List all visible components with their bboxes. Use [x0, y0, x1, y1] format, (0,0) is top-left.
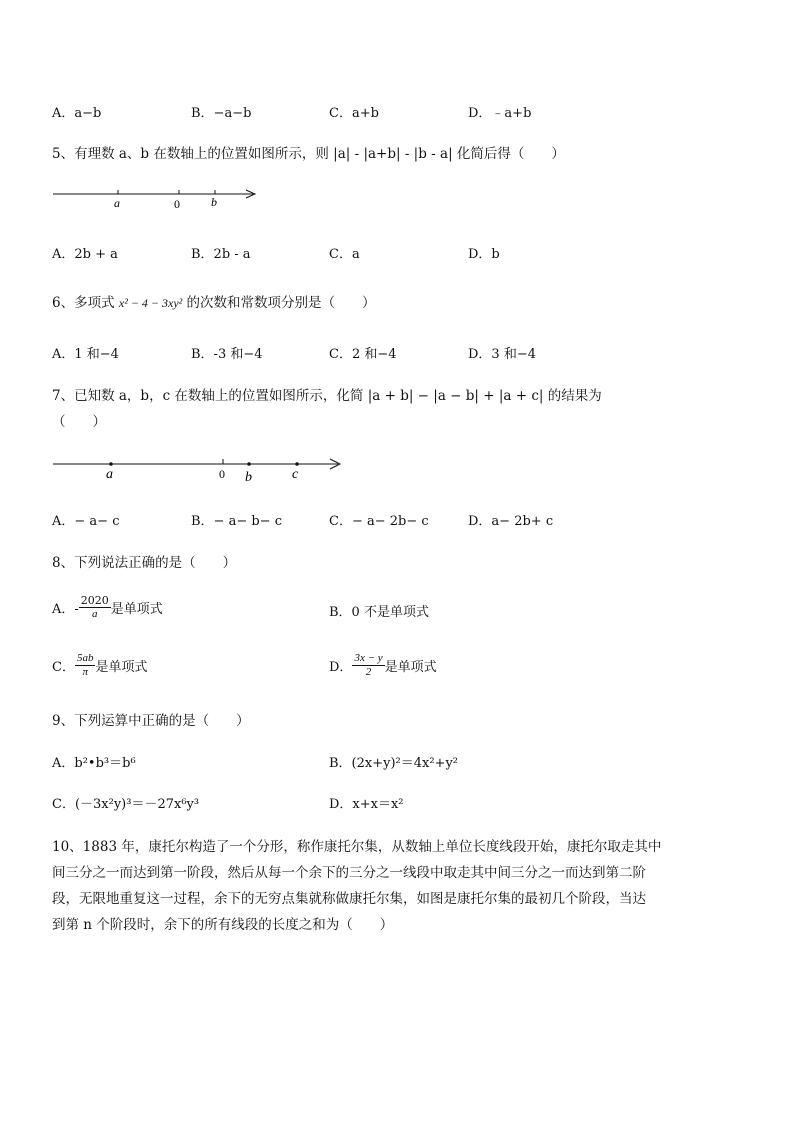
q9-option-b: B．(2x+y)²＝4x²+y² [329, 756, 459, 771]
q7-label-a: a [106, 467, 113, 482]
q7-stem-line1: 7、已知数 a，b，c 在数轴上的位置如图所示，化简 |a + b| − |a − b| + |a + c| 的结果为 [52, 388, 602, 404]
q6-expression: x² − 4 − 3xy² [118, 296, 183, 310]
q5-option-c: C．a [329, 247, 360, 262]
q8-c-fraction [75, 652, 96, 679]
q9-option-d: D．x+x＝x² [329, 797, 404, 812]
q5-option-d: D．b [468, 247, 500, 262]
q8-d-denominator: 2 [365, 666, 372, 678]
q8-option-d [329, 652, 437, 679]
q5-option-a: A．2b + a [52, 247, 118, 262]
q5-label-a: a [114, 196, 120, 210]
q7-label-b: b [245, 470, 252, 484]
q4-option-c: C．a+b [329, 106, 379, 121]
q8-stem: 8、下列说法正确的是（ ） [52, 555, 237, 571]
q8-option-c [52, 652, 147, 679]
q5-number-line [50, 182, 265, 212]
q10-line-1: 10、1883 年，康托尔构造了一个分形，称作康托尔集，从数轴上单位长度线段开始，康托尔取走其中 [52, 839, 662, 855]
q7-option-b: B．− a− b− c [191, 514, 282, 529]
q8-c-numerator: 5ab [76, 652, 94, 664]
q5-stem: 5、有理数 a、b 在数轴上的位置如图所示，则 |a| - |a+b| - |b - a| 化简后得（ ） [52, 146, 565, 162]
q4-option-b: B．−a−b [191, 106, 252, 121]
q4-option-a: A．a−b [52, 106, 102, 121]
q6-stem [52, 291, 376, 311]
q6-stem-suffix: 的次数和常数项分别是（ ） [182, 295, 376, 311]
q8-option-a [52, 594, 163, 621]
q6-option-a: A．1 和−4 [52, 347, 119, 362]
q4-option-d: D．﹣a+b [468, 106, 532, 121]
q5-option-b: B．2b - a [191, 247, 251, 262]
q5-label-b: b [211, 195, 217, 209]
q6-option-c: C．2 和−4 [329, 347, 397, 362]
q7-label-c: c [292, 467, 299, 482]
q8-c-suffix: 是单项式 [95, 660, 148, 675]
q9-option-c: C．(－3x²y)³＝－27x⁶y³ [52, 797, 200, 812]
q10-line-2: 间三分之一而达到第一阶段，然后从每一个余下的三分之一线段中取走其中间三分之一而达到第二阶 [52, 865, 646, 881]
q8-d-suffix: 是单项式 [384, 660, 437, 675]
q7-number-line [50, 452, 350, 484]
q8-a-prefix: A．- [52, 602, 79, 617]
q8-a-denominator: a [92, 608, 98, 620]
q8-a-suffix: 是单项式 [110, 602, 163, 617]
q5-label-0: 0 [174, 197, 180, 211]
q10-line-3: 段，无限地重复这一过程，余下的无穷点集就称做康托尔集，如图是康托尔集的最初几个阶段，当达 [52, 891, 646, 907]
q7-stem-line2: （ ） [52, 414, 106, 430]
q8-d-prefix: D． [329, 660, 353, 675]
q8-option-b: B．0 不是单项式 [329, 605, 429, 620]
q6-option-d: D．3 和−4 [468, 347, 536, 362]
q8-d-fraction [352, 652, 384, 679]
q9-option-a: A．b²•b³＝b⁶ [52, 756, 136, 771]
q10-line-4: 到第 n 个阶段时，余下的所有线段的长度之和为（ ） [52, 917, 394, 933]
q7-option-d: D．a− 2b+ c [468, 514, 554, 529]
q6-option-b: B．-3 和−4 [191, 347, 263, 362]
q6-stem-prefix: 6、多项式 [52, 295, 119, 311]
q7-label-0: 0 [219, 467, 225, 481]
q8-a-numerator: 2020 [80, 594, 109, 607]
q8-a-fraction [79, 594, 111, 621]
q7-option-c: C．− a− 2b− c [329, 514, 429, 529]
q8-c-denominator: π [82, 666, 88, 678]
q7-option-a: A．− a− c [52, 514, 120, 529]
q8-d-numerator: 3x − y [354, 652, 383, 664]
q9-stem: 9、下列运算中正确的是（ ） [52, 713, 250, 729]
q8-c-prefix: C． [52, 660, 75, 675]
